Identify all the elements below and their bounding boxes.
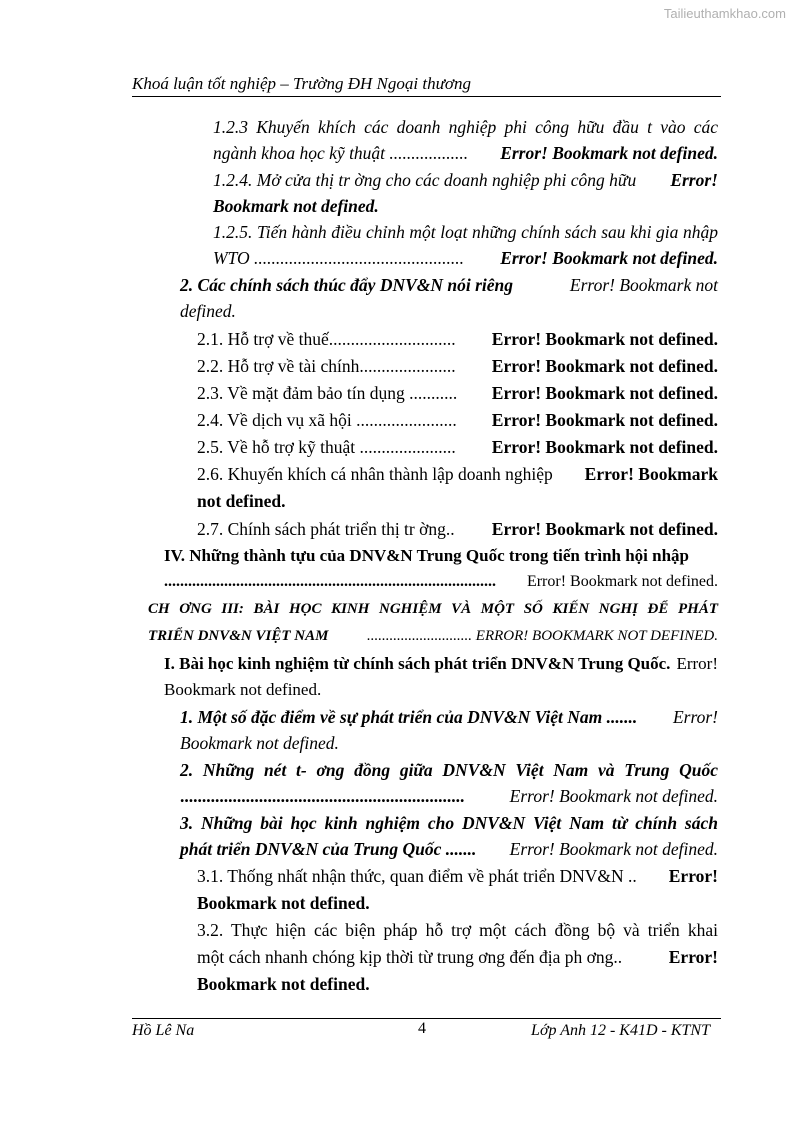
toc-entry-title: 2.7. Chính sách phát triển thị tr ờng.. bbox=[197, 519, 455, 539]
toc-entry-page: Error! bbox=[668, 866, 718, 886]
toc-entry-title: 2.2. Hỗ trợ về tài chính...................... bbox=[197, 356, 456, 376]
toc-entry-page: Error! bbox=[672, 707, 718, 727]
toc-entry[interactable] bbox=[197, 516, 718, 542]
toc-entry[interactable] bbox=[164, 651, 718, 677]
footer-class: Lớp Anh 12 - K41D - KTNT bbox=[531, 1022, 710, 1039]
toc-entry[interactable] bbox=[164, 569, 718, 595]
toc-entry[interactable] bbox=[180, 836, 718, 862]
toc-entry[interactable] bbox=[213, 167, 718, 193]
toc-entry[interactable] bbox=[213, 245, 718, 271]
toc-entry-page: Error! Bookmark not defined. bbox=[491, 329, 718, 349]
toc-entry-page: Error! Bookmark not defined. bbox=[500, 248, 718, 268]
toc-entry[interactable] bbox=[213, 140, 718, 166]
watermark: Tailieuthamkhao.com bbox=[663, 6, 786, 21]
toc-entry-page: Error! bbox=[670, 170, 718, 190]
toc-entry-page: Error! bbox=[668, 947, 718, 967]
toc-entry[interactable] bbox=[197, 863, 718, 889]
toc-entry[interactable] bbox=[197, 944, 718, 970]
toc-entry[interactable] bbox=[180, 272, 718, 298]
toc-entry-title: 2.3. Về mặt đảm bảo tín dụng ........... bbox=[197, 383, 458, 403]
toc-entry-page: Error! Bookmark not defined. bbox=[491, 383, 718, 403]
toc-entry[interactable] bbox=[197, 434, 718, 460]
toc-entry-title: 3.1. Thống nhất nhận thức, quan điểm về phát triển DNV&N .. bbox=[197, 866, 637, 886]
toc-entry-page: Error! bbox=[676, 654, 718, 673]
toc-entry-page: Error! Bookmark not defined. bbox=[491, 437, 718, 457]
toc-entry-title: 2.5. Về hỗ trợ kỹ thuật ...................... bbox=[197, 437, 456, 457]
toc-entry-title: 2.4. Về dịch vụ xã hội ....................... bbox=[197, 410, 457, 430]
toc-entry-title: 2.1. Hỗ trợ về thuế............................. bbox=[197, 329, 456, 349]
toc-entry-page: Bookmark not defined. bbox=[164, 680, 322, 699]
toc-entry-title: 1. Một số đặc điểm về sự phát triển của DNV&N Việt Nam ....... bbox=[180, 707, 638, 727]
toc-entry[interactable]: 3.2. Thực hiện các biện pháp hỗ trợ một cách đồng bộ và triển khai bbox=[197, 920, 718, 940]
toc-entry[interactable]: 2. Những nét t- ơng đồng giữa DNV&N Việt Nam và Trung Quốc bbox=[180, 760, 718, 780]
footer-divider bbox=[132, 1018, 721, 1019]
toc-entry-title: phát triển DNV&N của Trung Quốc ....... bbox=[180, 839, 477, 859]
toc-entry-page: Error! Bookmark not defined. bbox=[500, 143, 718, 163]
toc-entry-title: 1.2.4. Mở cửa thị tr ờng cho các doanh nghiệp phi công hữu bbox=[213, 170, 637, 190]
toc-entry[interactable] bbox=[197, 326, 718, 352]
toc-entry-page: Bookmark not defined. bbox=[213, 196, 379, 216]
toc-entry-title: một cách nhanh chóng kịp thời từ trung ơng đến địa ph ơng.. bbox=[197, 947, 623, 967]
toc-entry-page: defined. bbox=[180, 301, 236, 321]
toc-entry-page: Error! Bookmark not defined. bbox=[491, 410, 718, 430]
toc-entry-dots: ................................................................................... bbox=[164, 573, 496, 590]
toc-entry[interactable] bbox=[197, 407, 718, 433]
toc-entry-title: 2.6. Khuyến khích cá nhân thành lập doanh nghiệp bbox=[197, 464, 553, 484]
toc-entry[interactable]: 1.2.3 Khuyến khích các doanh nghiệp phi công hữu đầu t vào các bbox=[213, 117, 718, 137]
page-number: 4 bbox=[418, 1020, 426, 1037]
toc-entry-title: I. Bài học kinh nghiệm từ chính sách phát triển DNV&N Trung Quốc. bbox=[164, 654, 671, 673]
footer-author: Hồ Lê Na bbox=[132, 1022, 195, 1039]
toc-entry[interactable] bbox=[197, 461, 718, 487]
toc-chapter[interactable]: CH ƠNG III: BÀI HỌC KINH NGHIỆM VÀ MỘT SỐ KIẾN NGHỊ ĐỂ PHÁT bbox=[148, 601, 718, 617]
toc-entry-page: Error! Bookmark bbox=[584, 464, 718, 484]
toc-entry-title: WTO ................................................ bbox=[213, 248, 465, 268]
toc-entry[interactable] bbox=[197, 353, 718, 379]
toc-entry[interactable]: IV. Những thành tựu của DNV&N Trung Quốc trong tiến trình hội nhập bbox=[164, 546, 690, 565]
toc-entry[interactable]: 1.2.5. Tiến hành điều chỉnh một loạt những chính sách sau khi gia nhập bbox=[213, 222, 718, 242]
page-header: Khoá luận tốt nghiệp – Trường ĐH Ngoại thương bbox=[132, 74, 471, 93]
toc-entry-dots: ................................................................. bbox=[180, 786, 465, 806]
toc-entry[interactable]: 3. Những bài học kinh nghiệm cho DNV&N Việt Nam từ chính sách bbox=[180, 813, 718, 833]
header-divider bbox=[132, 96, 721, 97]
toc-entry[interactable] bbox=[180, 783, 718, 809]
toc-entry[interactable] bbox=[197, 380, 718, 406]
toc-chapter[interactable] bbox=[148, 626, 718, 646]
toc-entry-page: Error! Bookmark not defined. bbox=[491, 356, 718, 376]
toc-entry-page: Error! Bookmark not defined. bbox=[526, 573, 718, 590]
toc-entry-page: Bookmark not defined. bbox=[180, 733, 339, 753]
toc-entry-page: Error! Bookmark not defined. bbox=[509, 839, 718, 859]
toc-entry-title: 2. Các chính sách thúc đẩy DNV&N nói riêng bbox=[180, 275, 514, 295]
toc-entry-page: Bookmark not defined. bbox=[197, 974, 370, 994]
toc-entry-page: Bookmark not defined. bbox=[197, 893, 370, 913]
toc-entry-page: Error! Bookmark not defined. bbox=[491, 519, 718, 539]
toc-entry-title: TRIỂN DNV&N VIỆT NAM bbox=[148, 628, 329, 644]
toc-entry-title: ngành khoa học kỹ thuật .................. bbox=[213, 143, 469, 163]
toc-entry-page: Error! Bookmark not defined. bbox=[509, 786, 718, 806]
toc-entry-page: ............................ ERROR! BOOKMARK NOT DEFINED. bbox=[367, 628, 718, 644]
toc-entry-page: not defined. bbox=[197, 491, 286, 511]
toc-entry[interactable] bbox=[180, 704, 718, 730]
toc-entry-page: Error! Bookmark not bbox=[569, 275, 718, 295]
